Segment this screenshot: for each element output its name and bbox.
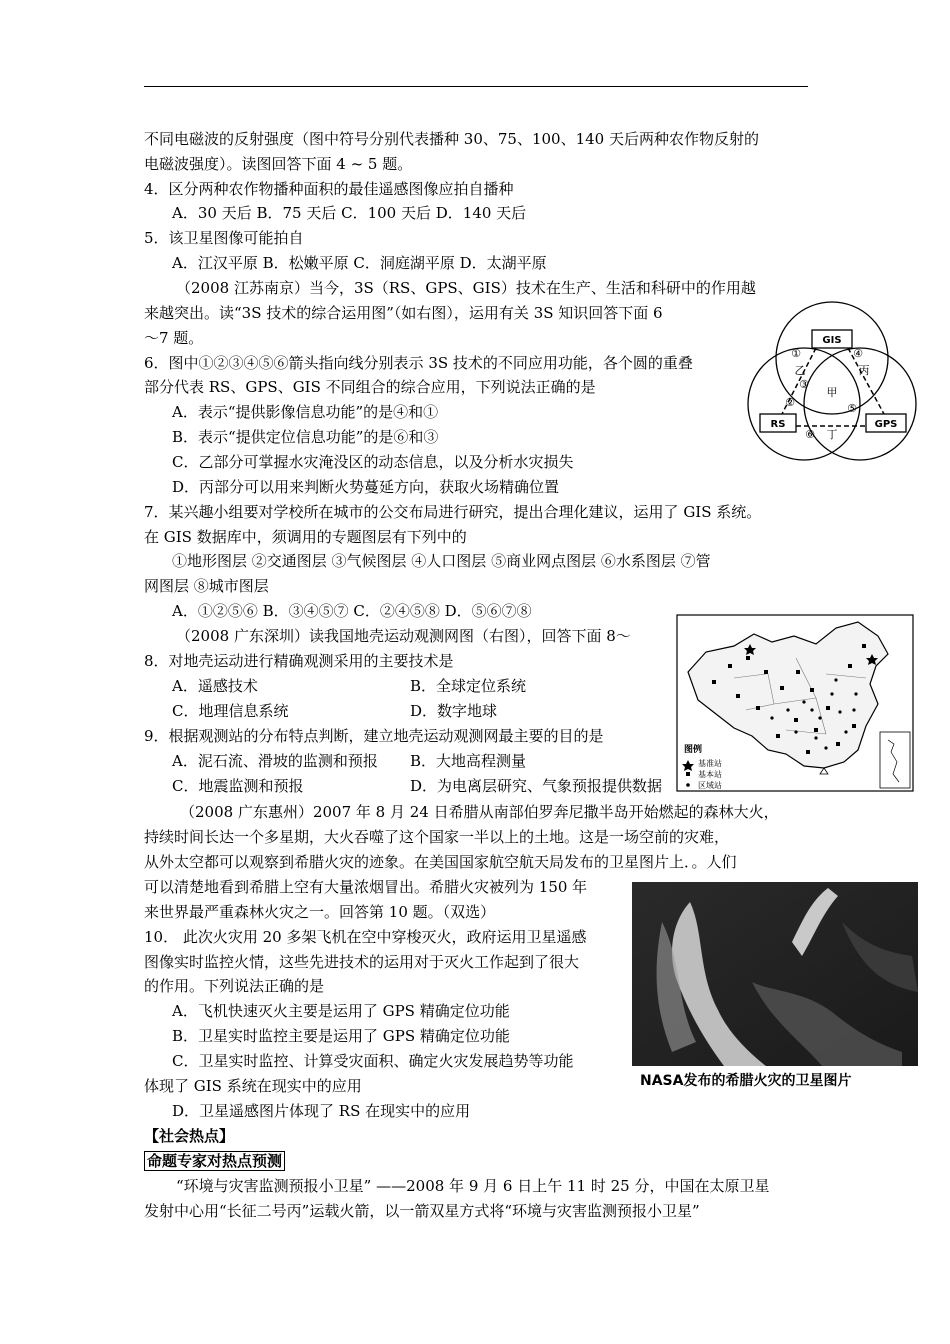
question-7: 7．某兴趣小组要对学校所在城市的公交布局进行研究，提出合理化建议，运用了 GIS 系统。 <box>144 503 762 521</box>
option-line: D．数字地球 <box>410 702 498 720</box>
question-6: 6．图中①②③④⑤⑥箭头指向线分别表示 3S 技术的不同应用功能，各个圆的重叠 <box>144 354 693 372</box>
option-line: C．地理信息系统 <box>172 702 289 720</box>
option-line: C．卫星实时监控、计算受灾面积、确定火灾发展趋势等功能 <box>172 1052 574 1070</box>
option-line: B．卫星实时监控主要是运用了 GPS 精确定位功能 <box>172 1027 510 1045</box>
section-subheading <box>144 1152 285 1170</box>
ding-label: 丁 <box>826 428 838 441</box>
text-line: 发射中心用“长征二号丙”运载火箭，以一箭双星方式将“环境与灾害监测预报小卫星” <box>144 1202 700 1220</box>
legend-square-icon <box>686 772 690 776</box>
yi-label: 乙 <box>794 364 806 377</box>
legend-item: 基本站 <box>698 770 722 779</box>
south-sea-inset <box>880 732 910 788</box>
3s-diagram <box>746 300 918 462</box>
text-line: 来世界最严重森林火灾之一。回答第 10 题。（双选） <box>144 903 496 921</box>
text-line: “环境与灾害监测预报小卫星” ——2008 年 9 月 6 日上午 11 时 25 分，中国在太原卫星 <box>176 1177 770 1195</box>
question-10: 10． 此次火灾用 20 多架飞机在空中穿梭灭火，政府运用卫星遥感 <box>144 928 587 946</box>
legend-dot-icon <box>686 783 690 787</box>
text-line: 部分代表 RS、GPS、GIS 不同组合的综合应用，下列说法正确的是 <box>144 378 596 396</box>
text-line: 电磁波强度）。读图回答下面 4 ~ 5 题。 <box>144 155 413 173</box>
question-5-options: A．江汉平原 B．松嫩平原 C．洞庭湖平原 D．太湖平原 <box>172 254 547 272</box>
n5-label: ⑤ <box>847 402 857 415</box>
legend-item: 基准站 <box>698 759 722 768</box>
option-line: A．表示“提供影像信息功能”的是④和① <box>172 403 439 421</box>
text-line: 可以清楚地看到希腊上空有大量浓烟冒出。希腊火灾被列为 150 年 <box>144 878 588 896</box>
question-8: 8．对地壳运动进行精确观测采用的主要技术是 <box>144 652 454 670</box>
text-line: 图像实时监控火情，这些先进技术的运用对于灭火工作起到了很大 <box>144 953 580 971</box>
question-4-options: A．30 天后 B．75 天后 C．100 天后 D．140 天后 <box>172 204 527 222</box>
gis-label: GIS <box>822 335 842 346</box>
question-5: 5．该卫星图像可能拍自 <box>144 229 304 247</box>
photo-caption: NASA发布的希腊火灾的卫星图片 <box>640 1073 852 1089</box>
question-4: 4．区分两种农作物播种面积的最佳遥感图像应拍自播种 <box>144 180 514 198</box>
jia-label: 甲 <box>826 386 838 399</box>
rs-label: RS <box>770 419 786 430</box>
satellite-photo <box>632 882 918 1066</box>
bing-label: 丙 <box>858 364 870 377</box>
text-line: ～7 题。 <box>144 329 204 347</box>
text-line: 的作用。下列说法正确的是 <box>144 977 325 995</box>
n1-label: ① <box>791 347 801 360</box>
text-line: 来越突出。读“3S 技术的综合运用图”（如右图），运用有关 3S 知识回答下面 6 <box>144 304 663 322</box>
legend-item: 区域站 <box>698 781 722 790</box>
option-line: A．泥石流、滑坡的监测和预报 <box>172 752 378 770</box>
text-line: 持续时间长达一个多星期，大火吞噬了这个国家一半以上的土地。这是一场空前的灾难， <box>144 828 730 846</box>
text-line: （2008 广东深圳）读我国地壳运动观测网图（右图），回答下面 8～ <box>176 627 631 645</box>
option-line: A．飞机快速灭火主要是运用了 GPS 精确定位功能 <box>172 1002 510 1020</box>
text-line: 体现了 GIS 系统在现实中的应用 <box>144 1077 362 1095</box>
text-line: 在 GIS 数据库中，须调用的专题图层有下列中的 <box>144 528 467 546</box>
gps-label: GPS <box>874 419 898 430</box>
option-line: B．大地高程测量 <box>410 752 527 770</box>
option-line: D．卫星遥感图片体现了 RS 在现实中的应用 <box>172 1102 471 1120</box>
text-line: （2008 江苏南京）当今，3S（RS、GPS、GIS）技术在生产、生活和科研中的作用越 <box>176 279 756 297</box>
option-line: A．遥感技术 <box>172 677 258 695</box>
header-rule <box>144 86 808 87</box>
china-network-map <box>676 614 914 792</box>
option-line: B．全球定位系统 <box>410 677 527 695</box>
n2-label: ② <box>785 396 795 409</box>
section-heading: 【社会热点】 <box>144 1127 235 1145</box>
question-7-options: A．①②⑤⑥ B．③④⑤⑦ C．②④⑤⑧ D．⑤⑥⑦⑧ <box>172 602 532 620</box>
text-line: 网图层 ⑧城市图层 <box>144 577 269 595</box>
n6-label: ⑥ <box>805 428 815 441</box>
boxed-label: 命题专家对热点预测 <box>144 1151 285 1171</box>
text-line: ①地形图层 ②交通图层 ③气候图层 ④人口图层 ⑤商业网点图层 ⑥水系图层 ⑦管 <box>172 552 711 570</box>
option-line: D．丙部分可以用来判断火势蔓延方向，获取火场精确位置 <box>172 478 560 496</box>
option-line: C．乙部分可掌握水灾淹没区的动态信息，以及分析水灾损失 <box>172 453 574 471</box>
option-line: B．表示“提供定位信息功能”的是⑥和③ <box>172 428 439 446</box>
text-line: 不同电磁波的反射强度（图中符号分别代表播种 30、75、100、140 天后两种农作物反射的 <box>144 130 759 148</box>
n4-label: ④ <box>853 347 863 360</box>
option-line: D．为电离层研究、气象预报提供数据 <box>410 777 663 795</box>
text-line: （2008 广东惠州）2007 年 8 月 24 日希腊从南部伯罗奔尼撒半岛开始燃起的森林大火， <box>180 803 779 821</box>
question-9: 9．根据观测站的分布特点判断，建立地壳运动观测网最主要的目的是 <box>144 727 604 745</box>
legend-title: 图例 <box>684 745 703 755</box>
n3-label: ③ <box>799 378 809 391</box>
option-line: C．地震监测和预报 <box>172 777 304 795</box>
text-line: 从外太空都可以观察到希腊火灾的迹象。在美国国家航空航天局发布的卫星图片上．。人们 <box>144 853 737 871</box>
